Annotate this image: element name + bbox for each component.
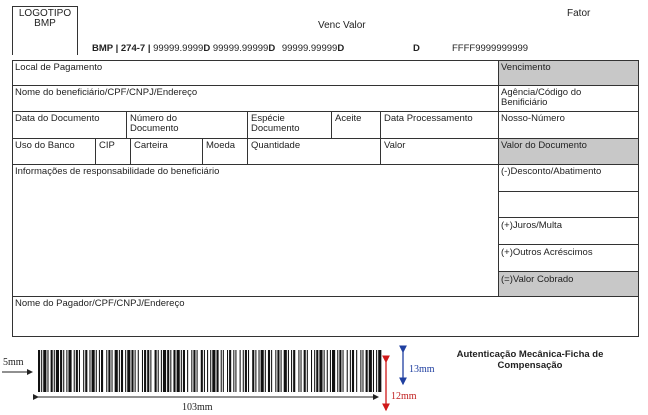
logo-line-2: BMP <box>34 18 56 29</box>
beneficiario-label: Nome do beneficiário/CPF/CNPJ/Endereço <box>15 87 198 98</box>
barcode-bar <box>275 350 276 392</box>
barcode-bar <box>210 350 211 392</box>
barcode-bar <box>99 350 100 392</box>
barcode-bar <box>347 350 348 392</box>
barcode-bar <box>56 350 59 392</box>
barcode-bar <box>319 350 322 392</box>
barcode-bar <box>227 350 228 392</box>
barcode-bar <box>147 350 149 392</box>
desconto-label: (-)Desconto/Abatimento <box>501 166 602 177</box>
barcode-bar <box>66 350 67 392</box>
barcode-bar <box>193 350 195 392</box>
cip-label: CIP <box>99 140 115 151</box>
barcode-bar <box>79 350 80 392</box>
barcode-bar <box>41 350 42 392</box>
barcode-bar <box>284 350 287 392</box>
valor-documento-label: Valor do Documento <box>501 140 587 151</box>
barcode-bar <box>327 350 328 392</box>
barcode-bar <box>332 350 335 392</box>
barcode-bar <box>339 350 341 392</box>
local-pagamento-label: Local de Pagamento <box>15 62 103 73</box>
logo-box <box>12 6 78 55</box>
fator-label: Fator <box>567 8 591 19</box>
moeda-label: Moeda <box>206 140 236 151</box>
numero-documento-label: Número do Documento <box>130 113 179 134</box>
barcode-bar <box>177 350 180 392</box>
bank-code: BMP | 274-7 | <box>92 43 151 54</box>
digitable-dv-3: D <box>337 43 345 54</box>
dim-height-bottom-label: 12mm <box>391 391 417 402</box>
barcode-bar <box>373 350 374 392</box>
barcode-bar <box>311 350 312 392</box>
barcode-bar <box>255 350 256 392</box>
barcode-bar <box>207 350 208 392</box>
vencimento-label: Vencimento <box>501 62 551 73</box>
dim-height-top-label: 13mm <box>409 364 435 375</box>
especie-documento-label: Espécie Documento <box>251 113 300 134</box>
barcode-bar <box>191 350 192 392</box>
barcode-bar <box>112 350 113 392</box>
barcode-diagram <box>0 340 440 415</box>
barcode-bar <box>89 350 90 392</box>
barcode-bar <box>131 350 133 392</box>
data-processamento-label: Data Processamento <box>384 113 473 124</box>
barcode-bar <box>150 350 151 392</box>
barcode-bar <box>378 350 381 392</box>
digitable-dv-2: D <box>268 43 276 54</box>
barcode-bar <box>291 350 292 392</box>
digitable-field-5: FFFF9999999999 <box>452 43 529 54</box>
barcode-bar <box>240 350 241 392</box>
barcode-bar <box>38 350 40 392</box>
digitable-line <box>92 43 344 54</box>
barcode-bar <box>173 350 175 392</box>
barcode-bar <box>352 350 354 392</box>
valor-label: Valor <box>384 140 406 151</box>
juros-label: (+)Juros/Multa <box>501 220 562 231</box>
barcode-bar <box>85 350 87 392</box>
barcode-bar <box>60 350 62 392</box>
barcode-bar <box>161 350 162 392</box>
barcode-bar <box>204 350 205 392</box>
barcode-bar <box>360 350 361 392</box>
barcode-bar <box>366 350 368 392</box>
carteira-label: Carteira <box>134 140 168 151</box>
quantidade-label: Quantidade <box>251 140 301 151</box>
aceite-label: Aceite <box>335 113 362 124</box>
barcode-bar <box>271 350 272 392</box>
outros-acrescimos-label: (+)Outros Acréscimos <box>501 247 593 258</box>
barcode-bar <box>221 350 222 392</box>
barcode-bar <box>155 350 157 392</box>
barcode-bar <box>106 350 107 392</box>
barcode-bar <box>301 350 302 392</box>
barcode-bar <box>350 350 351 392</box>
barcode-bar <box>181 350 182 392</box>
barcode-bar <box>142 350 143 392</box>
barcode-bar <box>304 350 306 392</box>
barcode-bar <box>252 350 254 392</box>
barcode-bar <box>197 350 198 392</box>
logo-line-1: LOGOTIPO <box>18 8 72 19</box>
barcode-bar <box>125 350 126 392</box>
barcode-bar <box>158 350 159 392</box>
barcode-bar <box>119 350 120 392</box>
digitable-dv-1: D <box>203 43 211 54</box>
barcode-bar <box>316 350 318 392</box>
digitable-dv-4: D <box>413 43 420 54</box>
barcode-bar <box>101 350 103 392</box>
barcode-bar <box>259 350 260 392</box>
barcode-bar <box>201 350 203 392</box>
barcode-bar <box>324 350 325 392</box>
agencia-label: Agência/Código do Benificiário <box>501 87 582 108</box>
barcode-bar <box>362 350 363 392</box>
barcode-bar <box>127 350 130 392</box>
barcode-bar <box>115 350 118 392</box>
barcode-bar <box>144 350 146 392</box>
barcode-bar <box>167 350 169 392</box>
barcode-bar <box>108 350 110 392</box>
barcode-bar <box>343 350 344 392</box>
data-documento-label: Data do Documento <box>15 113 100 124</box>
barcode-bar <box>223 350 224 392</box>
barcode-bar <box>54 350 55 392</box>
barcode-bar <box>281 350 282 392</box>
barcode-bar <box>245 350 247 392</box>
barcode-bar <box>217 350 219 392</box>
nosso-numero-label: Nosso-Número <box>501 113 565 124</box>
barcode-bar <box>138 350 139 392</box>
digitable-field-1: 99999.9999 <box>153 43 204 54</box>
barcode-bar <box>229 350 231 392</box>
venc-valor-label: Venc Valor <box>318 20 366 31</box>
barcode-bar <box>187 350 188 392</box>
barcode-bar <box>369 350 372 392</box>
barcode-bar <box>330 350 331 392</box>
barcode-bar <box>277 350 279 392</box>
barcode-bar <box>261 350 264 392</box>
barcode-bar <box>183 350 185 392</box>
barcode-bar <box>76 350 78 392</box>
barcode-bar <box>376 350 377 392</box>
barcode-bar <box>288 350 289 392</box>
digitable-field-2: 99999.99999 <box>212 43 269 54</box>
barcode-bar <box>74 350 75 392</box>
barcode-bar <box>268 350 270 392</box>
barcode-bar <box>314 350 315 392</box>
dim-width-label: 103mm <box>182 402 213 413</box>
barcode-bar <box>121 350 123 392</box>
barcode-bar <box>235 350 236 392</box>
barcode-bar <box>293 350 295 392</box>
informacoes-label: Informações de responsabilidade do beneficiário <box>15 166 220 177</box>
barcode-bar <box>63 350 64 392</box>
barcode-bar <box>51 350 53 392</box>
dim-left-label: 5mm <box>3 357 24 368</box>
barcode-bar <box>298 350 299 392</box>
pagador-label: Nome do Pagador/CPF/CNPJ/Endereço <box>15 298 185 309</box>
valor-cobrado-label: (=)Valor Cobrado <box>501 274 574 285</box>
barcode-bar <box>96 350 97 392</box>
barcode-bar <box>92 350 95 392</box>
barcode-bar <box>135 350 136 392</box>
barcode-bar <box>233 350 234 392</box>
barcode-bar <box>170 350 171 392</box>
barcode-bar <box>248 350 249 392</box>
barcode-bar <box>243 350 244 392</box>
uso-banco-label: Uso do Banco <box>15 140 75 151</box>
barcode-bar <box>47 350 48 392</box>
barcode-bar <box>337 350 338 392</box>
barcode-bar <box>43 350 46 392</box>
barcode-bar <box>68 350 71 392</box>
barcode-bar <box>212 350 215 392</box>
barcode-bar <box>356 350 357 392</box>
barcode-bar <box>265 350 266 392</box>
barcode-bars <box>38 350 381 392</box>
autenticacao-label: Autenticação Mecânica-Ficha de Compensação <box>456 349 604 371</box>
barcode-bar <box>307 350 308 392</box>
barcode-bar <box>163 350 166 392</box>
barcode-bar <box>83 350 84 392</box>
digitable-field-3: 99999.99999 <box>281 43 338 54</box>
